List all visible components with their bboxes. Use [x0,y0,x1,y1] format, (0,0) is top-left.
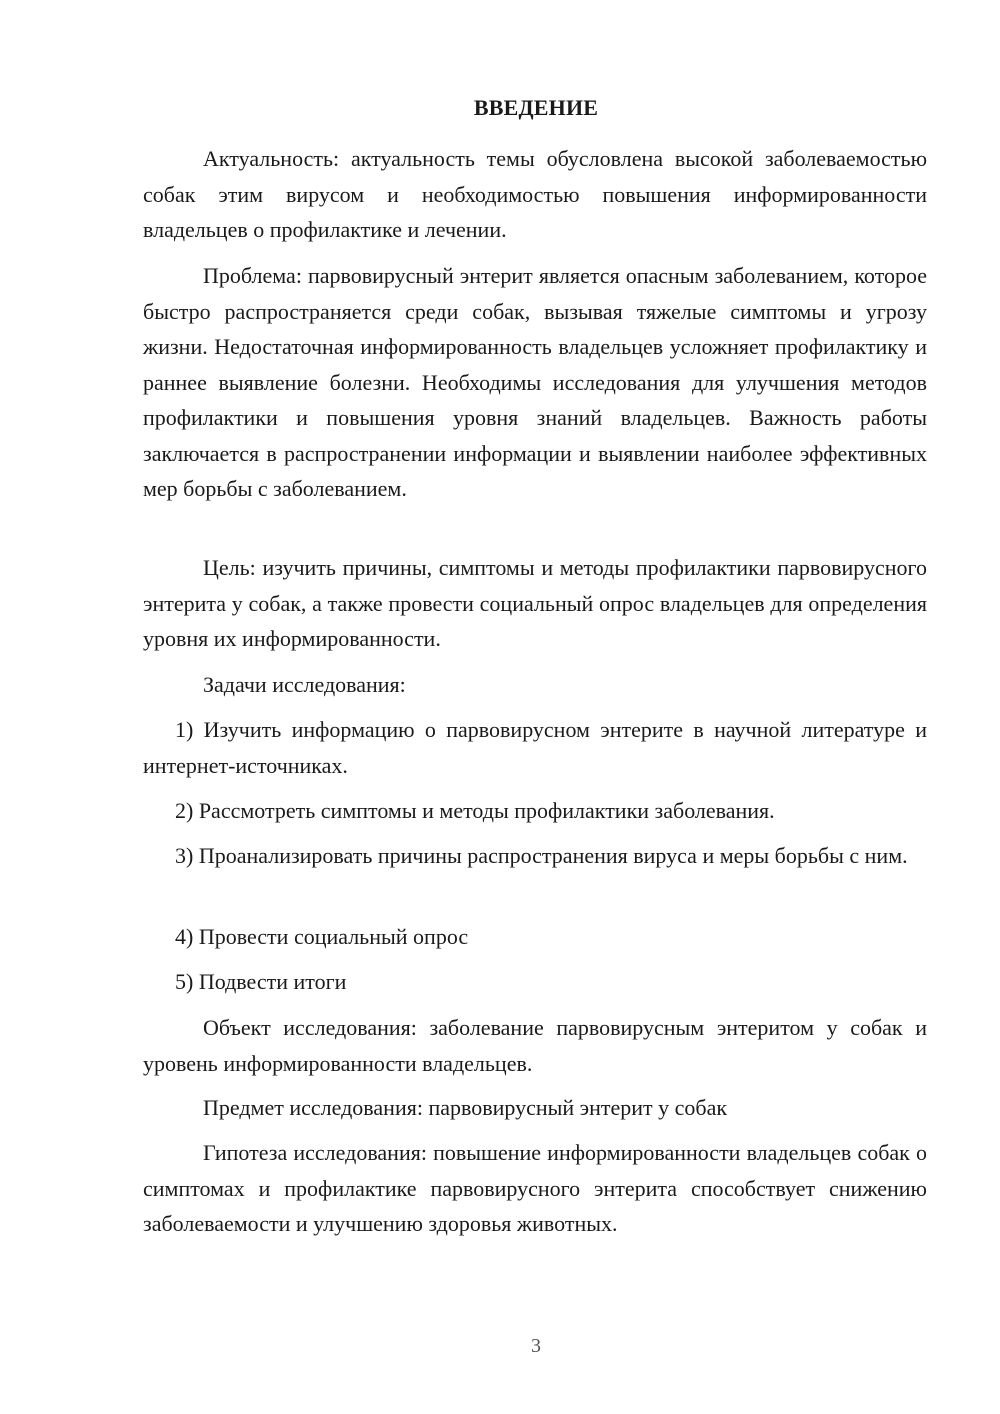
paragraph-goal: Цель: изучить причины, симптомы и методы профилактики парвовирусного энтерита у собак, а также провести социальный опрос владельцев для определения уровня их информированности. [143,555,927,651]
list-item: 4) Провести социальный опрос [175,924,469,949]
list-item: 1) Изучить информацию о парвовирусном энтерите в научной литературе и интернет-источниках. [143,717,927,778]
page-number: 3 [531,1335,541,1357]
paragraph-relevance: Актуальность: актуальность темы обусловлена высокой заболеваемостью собак этим вирусом и необходимостью повышения информированности владельцев о профилактике и лечении. [143,146,927,242]
tasks-title: Задачи исследования: [203,672,406,697]
paragraph-hypothesis: Гипотеза исследования: повышение информированности владельцев собак о симптомах и профилактике парвовирусного энтерита способствует снижению заболеваемости и улучшению здоровья животных. [143,1140,927,1236]
list-item: 5) Подвести итоги [175,969,347,994]
list-item: 2) Рассмотреть симптомы и методы профилактики заболевания. [175,798,775,823]
paragraph-subject: Предмет исследования: парвовирусный энтерит у собак [203,1095,728,1120]
paragraph-problem: Проблема: парвовирусный энтерит является опасным заболеванием, которое быстро распространяется среди собак, вызывая тяжелые симптомы и угрозу жизни. Недостаточная информированность владельцев усложняет профилактику и раннее выявление болезни. Необходимы исследования для улучшения методов профилактики и повышения уровня знаний владельцев. Важность работы заключается в распространении информации и выявлении наиболее эффективных мер борьбы с заболеванием. [143,263,927,501]
page-title: ВВЕДЕНИЕ [473,95,599,120]
paragraph-object: Объект исследования: заболевание парвовирусным энтеритом у собак и уровень информированности владельцев. [143,1015,927,1076]
list-item: 3) Проанализировать причины распространения вируса и меры борьбы с ним. [175,843,908,868]
